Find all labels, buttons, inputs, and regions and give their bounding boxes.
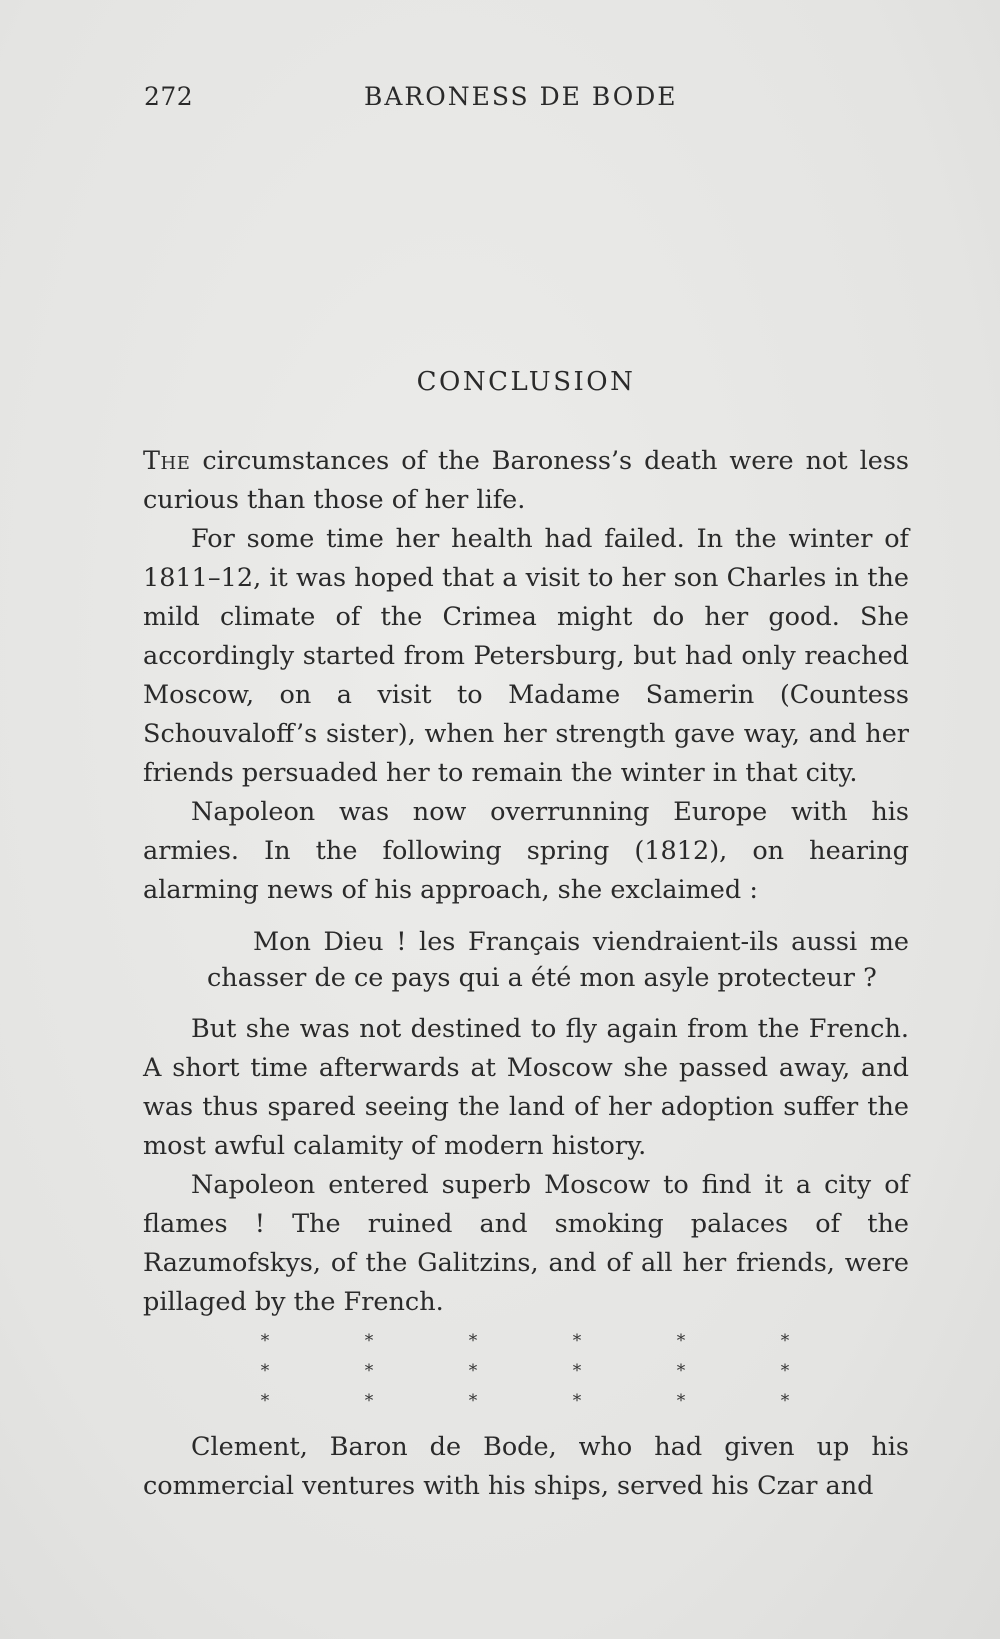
asterism-star: * xyxy=(780,1391,790,1411)
running-head xyxy=(144,82,908,122)
asterism-star: * xyxy=(676,1391,686,1411)
paragraph-1-text: circumstances of the Baroness’s death were not less curious than those of her life. xyxy=(143,446,909,515)
asterism-star: * xyxy=(468,1361,478,1381)
asterism-star: * xyxy=(364,1361,374,1381)
asterism-star: * xyxy=(780,1361,790,1381)
asterism-row xyxy=(255,1356,795,1386)
asterism-separator xyxy=(143,1326,795,1416)
asterism-star: * xyxy=(260,1391,270,1411)
asterism-row xyxy=(255,1326,795,1356)
paragraph-1-lead: The xyxy=(143,446,191,476)
asterism-row xyxy=(255,1386,795,1416)
asterism-star: * xyxy=(260,1361,270,1381)
asterism-star: * xyxy=(260,1331,270,1351)
asterism-star: * xyxy=(364,1331,374,1351)
paragraph-2: For some time her health had failed. In the winter of 1811–12, it was hoped that a visit to her son Charles in the mild climate of the Crimea might do her good. She accordingly started from Petersburg, but had only reached Moscow, on a visit to Madame Samerin (Countess Schouvaloff’s sister), when her strength gave way, and her friends persuaded her to remain the winter in that city. xyxy=(143,524,909,788)
paragraph-6: Clement, Baron de Bode, who had given up his commercial ventures with his ships, served his Czar and xyxy=(143,1432,909,1501)
asterism-star: * xyxy=(364,1391,374,1411)
asterism-star: * xyxy=(676,1361,686,1381)
asterism-star: * xyxy=(572,1331,582,1351)
body-text xyxy=(143,442,909,1506)
asterism-star: * xyxy=(572,1391,582,1411)
paragraph-4: But she was not destined to fly again from the French. A short time afterwards at Moscow she passed away, and was thus spared seeing the land of her adoption suffer the most awful calamity of modern history. xyxy=(143,1014,909,1161)
asterism-star: * xyxy=(468,1331,478,1351)
asterism-star: * xyxy=(676,1331,686,1351)
running-title: BARONESS DE BODE xyxy=(364,82,678,111)
paragraph-1 xyxy=(143,442,909,520)
asterism-star: * xyxy=(780,1331,790,1351)
asterism-star: * xyxy=(468,1391,478,1411)
chapter-title: CONCLUSION xyxy=(416,367,636,397)
asterism-star: * xyxy=(572,1361,582,1381)
paragraph-5: Napoleon entered superb Moscow to find it a city of flames ! The ruined and smoking palaces of the Razumofskys, of the Galitzins, and of all her friends, were pillaged by the French. xyxy=(143,1170,909,1317)
block-quote: Mon Dieu ! les Français viendraient-ils aussi me chasser de ce pays qui a été mon asyle protecteur ? xyxy=(207,927,909,993)
page-number: 272 xyxy=(144,82,194,111)
paragraph-3: Napoleon was now overrunning Europe with his armies. In the following spring (1812), on hearing alarming news of his approach, she exclaimed : xyxy=(143,797,909,905)
